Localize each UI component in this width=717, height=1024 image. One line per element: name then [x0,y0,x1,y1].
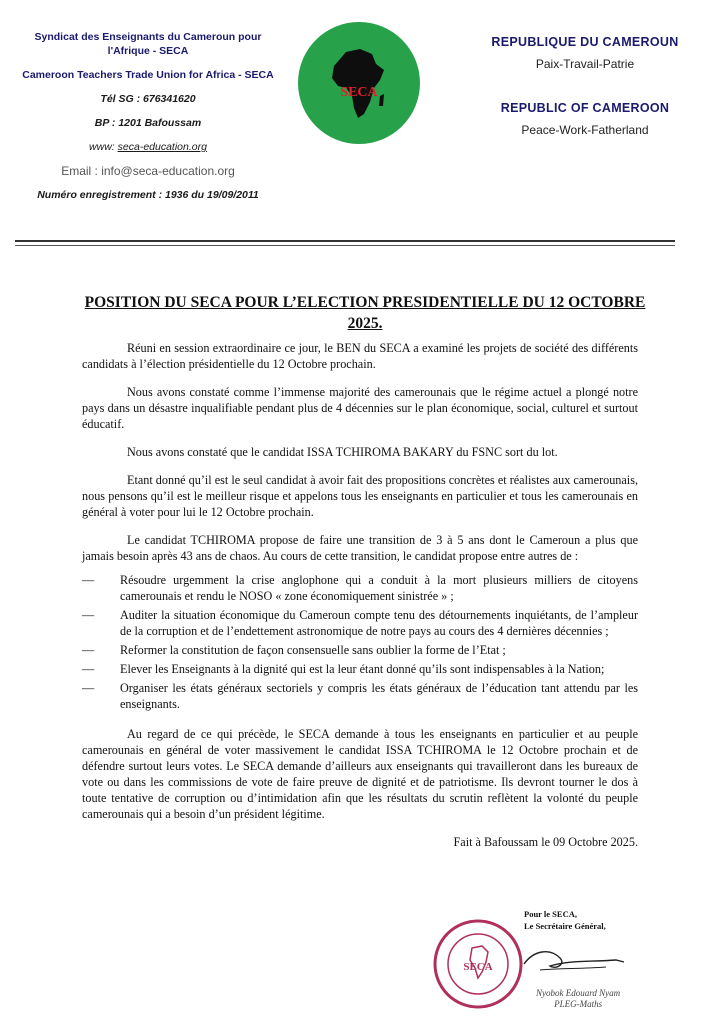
dash-bullet: — [82,681,95,695]
proposals-list [82,572,638,712]
dash-bullet: — [82,608,95,622]
union-registration: Numéro enregistrement : 1936 du 19/09/2011 [37,189,259,201]
list-item: — Résoudre urgemment la crise anglophone qui a conduit à la mort plusieurs milliers de citoyens camerounais et rendu le NOSO « zone économiquement sinistrée » ; [82,573,638,603]
union-letterhead [18,30,278,202]
handwritten-signature [520,940,630,980]
signatory-name: Nyobok Edouard Nyam [536,988,621,998]
list-item: — Organiser les états généraux sectoriels y compris les états généraux de l’éducation tant attendu par les enseignants. [82,681,638,711]
union-name-en: Cameroon Teachers Trade Union for Africa - SECA [22,69,274,81]
republique-title: REPUBLIQUE DU CAMEROUN [491,35,679,49]
union-phone: Tél SG : 676341620 [100,93,196,105]
closing-paragraph: Au regard de ce qui précède, le SECA demande à tous les enseignants en particulier et au peuple camerounais en général de voter massivement le candidat ISSA TCHIROMA le 12 Octobre prochain et de défendre surtout leurs votes. Le SECA demande d’ailleurs aux enseignants qui travailleront dans les bureaux de vote ou dans les commissions de vote de faire preuve de dignité et de patriotisme. Ils devront tourner le dos à toute tentative de corruption ou d’intimidation afin que les résultats du scrutin reflètent la volonté du peuple camerounais qui a besoin d’un président légitime. [82,727,638,821]
official-stamp [432,918,524,1010]
website-label: www: [89,141,115,153]
union-website [18,140,278,154]
signature-block [524,908,606,932]
paragraph-5: Le candidat TCHIROMA propose de faire une transition de 3 à 5 ans dont le Cameroun a plus que jamais besoin après 43 ans de chaos. Au cours de cette transition, le candidat propose entre autres de : [82,533,638,563]
union-email[interactable]: Email : info@seca-education.org [61,164,235,178]
devise-en: Peace-Work-Fatherland [521,123,649,137]
document-title: POSITION DU SECA POUR L’ELECTION PRESIDENTIELLE DU 12 OCTOBRE 2025. [84,294,646,332]
list-item: — Auditer la situation économique du Cameroun compte tenu des détournements inquiétants, de l’ampleur de la corruption et de l’endettement astronomique de notre pays au cours des 4 dernières décennies ; [82,608,638,638]
document-body [82,340,638,850]
list-item: — Reformer la constitution de façon consensuelle sans oublier la forme de l’Etat ; [82,643,506,657]
paragraph-4: Etant donné qu’il est le seul candidat à avoir fait des propositions concrètes et réalistes aux camerounais, nous pensons qu’il est le meilleur risque et appelons tous les enseignants en particulier et tous les camerounais en général à voter pour lui le 12 Octobre prochain. [82,473,638,519]
republic-title: REPUBLIC OF CAMEROON [500,101,670,115]
website-link[interactable]: seca-education.org [117,141,207,153]
seca-logo [298,22,420,144]
date-line: Fait à Bafoussam le 09 Octobre 2025. [453,835,638,849]
africa-map-icon [298,22,420,144]
dash-bullet: — [82,573,95,587]
signatory [536,988,620,1010]
union-name-fr: Syndicat des Enseignants du Cameroun pour l'Afrique - SECA [34,31,262,57]
logo-text: SECA [340,85,378,100]
paragraph-2: Nous avons constaté comme l’immense majorité des camerounais que le régime actuel a plongé notre pays dans un désastre inqualifiable pendant plus de 4 décennies sur le plan économique, social, culturel et surtout éducatif. [82,385,638,431]
union-po-box: BP : 1201 Bafoussam [94,117,202,129]
republic-letterhead [470,35,700,137]
stamp-text: SECA [463,961,493,973]
header-divider [15,240,675,242]
signature-role: Le Secrétaire Général, [524,921,606,931]
devise-fr: Paix-Travail-Patrie [535,57,635,71]
dash-bullet: — [82,643,95,657]
list-item: — Elever les Enseignants à la dignité qui est la leur étant donné qu’ils sont indispensables à la Nation; [82,662,605,676]
paragraph-3: Nous avons constaté que le candidat ISSA TCHIROMA BAKARY du FSNC sort du lot. [127,445,558,459]
paragraph-1: Réuni en session extraordinaire ce jour, le BEN du SECA a examiné les projets de société des différents candidats à l’élection présidentielle du 12 Octobre prochain. [82,341,638,371]
header-divider-thin [15,245,675,246]
dash-bullet: — [82,662,95,676]
signatory-title: PLEG-Maths [554,999,603,1009]
signature-pour: Pour le SECA, [524,909,577,919]
